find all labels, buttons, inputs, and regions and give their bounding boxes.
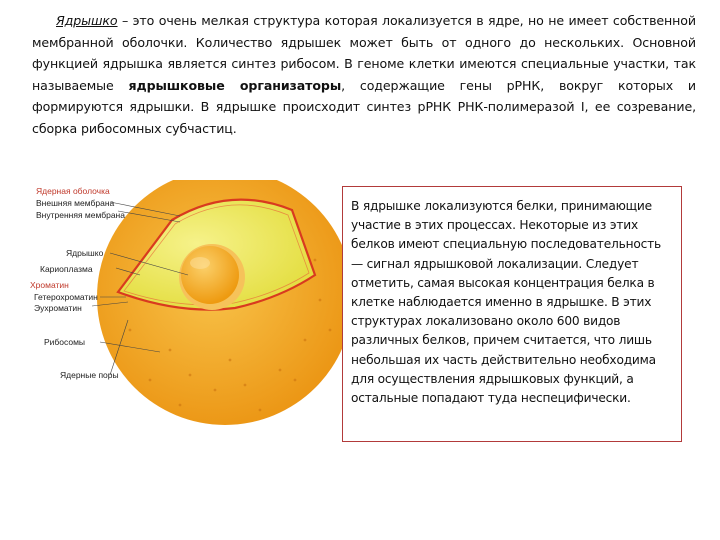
nucleolus-highlight [190, 257, 210, 269]
label-nuclear-pores: Ядерные поры [60, 370, 119, 380]
label-karyoplasm: Кариоплазма [40, 264, 93, 274]
nucleus-diagram [30, 180, 350, 440]
label-chromatin: Хроматин [30, 280, 69, 290]
label-inner-membrane: Внутренняя мембрана [36, 210, 125, 220]
paragraph-text-2: , содержащие гены рРНК, вокруг которых и формируются ядрышки. В ядрышке происходит синтез рРНК РНК-полимеразой I, ее созревание, сборка рибосомных субчастиц. [32, 77, 696, 136]
label-euchromatin: Эухроматин [34, 303, 82, 313]
intro-paragraph [32, 10, 696, 140]
label-ribosomes: Рибосомы [44, 337, 86, 347]
paragraph-bold-term: ядрышковые организаторы [128, 77, 342, 93]
label-nuclear-envelope: Ядерная оболочка [36, 186, 110, 196]
label-outer-membrane: Внешняя мембрана [36, 198, 115, 208]
term-nucleolus: Ядрышко [56, 13, 118, 28]
label-nucleolus: Ядрышко [66, 248, 104, 258]
nucleus-illustration [30, 180, 350, 440]
nucleolus [181, 246, 239, 304]
paragraph-text-1: – это очень мелкая структура которая локализуется в ядре, но не имеет собственной мембранной оболочки. Количество ядрышек может быть от одного до нескольких. Основной функцией ядрышка является синтез рибосом. В геноме клетки имеются специальные участки, так называемые [32, 13, 696, 93]
info-box-text: В ядрышке локализуются белки, принимающие участие в этих процессах. Некоторые из этих белков имеют специальную последовательность — сигнал ядрышковой локализации. Следует отметить, самая высокая концентрация белка в клетке наблюдается именно в ядрышке. В этих структурах локализовано около 600 видов различных белков, причем считается, что лишь небольшая их часть действительно необходима для осуществления ядрышковых функций, а остальные попадают туда неспецифически. [351, 199, 661, 406]
info-box [342, 186, 682, 442]
label-heterochromatin: Гетерохроматин [34, 292, 98, 302]
